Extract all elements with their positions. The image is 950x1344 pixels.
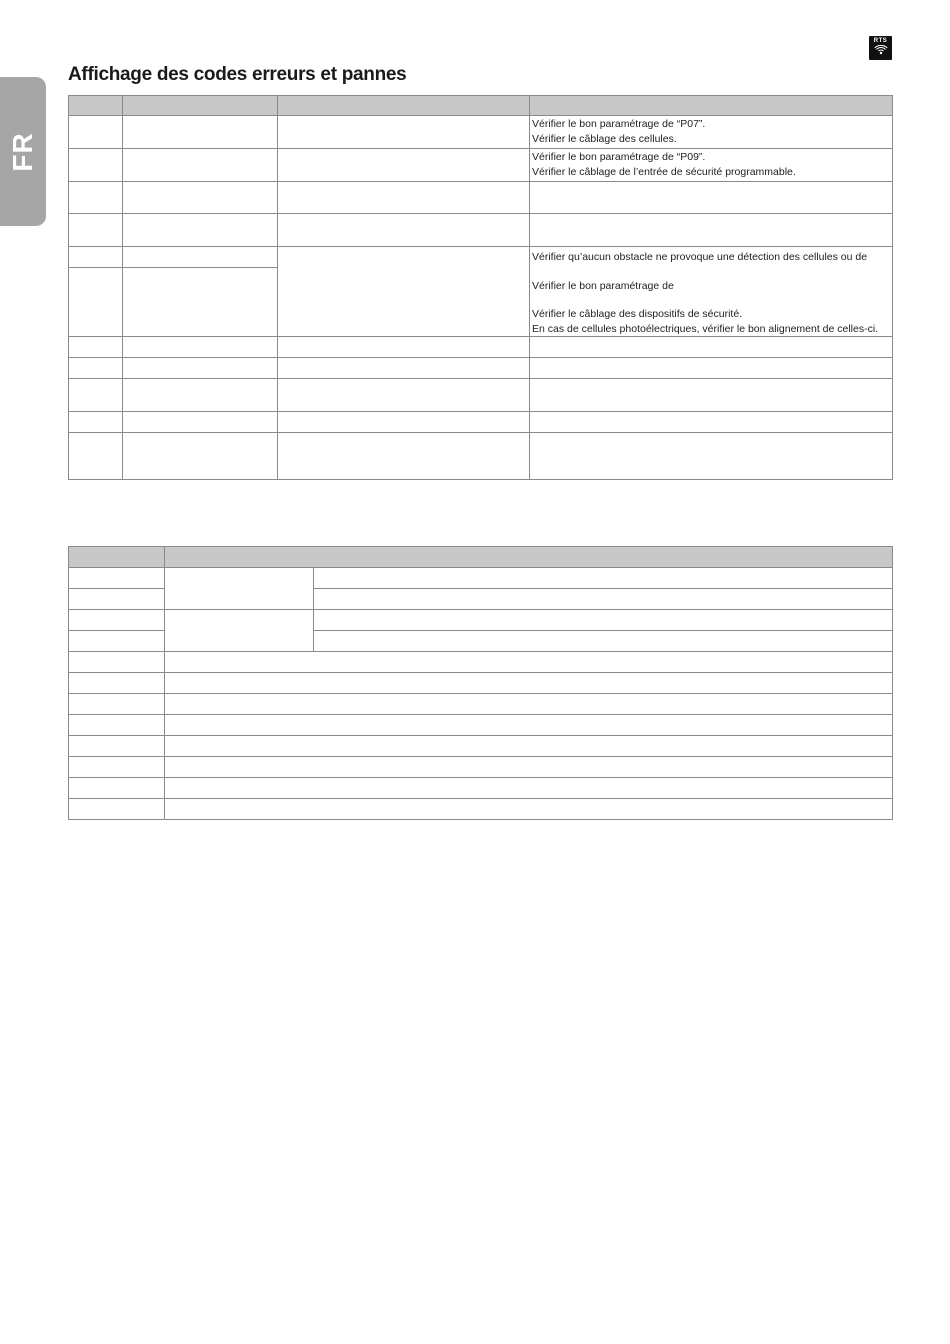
header-cell (69, 547, 165, 568)
radio-waves-icon (874, 45, 888, 55)
remedy-cell (530, 412, 893, 433)
description-cell (314, 631, 893, 652)
table-row (69, 116, 893, 149)
table-row (69, 799, 893, 820)
code-cell (69, 757, 165, 778)
code-cell (69, 799, 165, 820)
cause-cell (278, 182, 530, 214)
cause-cell (278, 379, 530, 412)
code-cell (69, 337, 123, 358)
code-cell (69, 247, 123, 268)
table-row (69, 610, 893, 631)
table-row (69, 715, 893, 736)
description-cell (314, 568, 893, 589)
remedy-line: Vérifier le bon paramétrage de “P07”. (532, 118, 706, 130)
description-cell (165, 736, 893, 757)
table-row (69, 247, 893, 268)
language-tab-label: FR (7, 131, 38, 172)
table-header-row (69, 547, 893, 568)
table-row (69, 673, 893, 694)
remedy-line: Vérifier qu’aucun obstacle ne provoque une détection des cellules ou de (532, 251, 868, 263)
table-row (69, 182, 893, 214)
meaning-cell (123, 182, 278, 214)
cause-cell (278, 149, 530, 182)
header-cell (123, 96, 278, 116)
meaning-cell (123, 379, 278, 412)
table-row (69, 412, 893, 433)
remedy-cell (530, 182, 893, 214)
code-cell (69, 736, 165, 757)
remedy-line: Vérifier le bon paramétrage de “P09”. (532, 151, 706, 163)
error-codes-table (68, 95, 893, 480)
description-cell (165, 757, 893, 778)
remedy-cell (530, 358, 893, 379)
description-cell (165, 799, 893, 820)
meaning-cell (123, 337, 278, 358)
remedy-cell (530, 247, 893, 337)
status-codes-table (68, 546, 893, 820)
rts-logo-text: RTS (873, 38, 888, 44)
code-cell (69, 631, 165, 652)
cause-cell (278, 412, 530, 433)
remedy-line: Vérifier le câblage des cellules. (532, 132, 677, 145)
meaning-cell (123, 433, 278, 480)
header-cell (69, 96, 123, 116)
table-row (69, 757, 893, 778)
meaning-cell (123, 214, 278, 247)
description-cell (314, 589, 893, 610)
table-row (69, 379, 893, 412)
group-cell (165, 568, 314, 610)
code-cell (69, 182, 123, 214)
remedy-line: En cas de cellules photoélectriques, vérifier le bon alignement de celles-ci. (532, 322, 879, 335)
meaning-cell (123, 358, 278, 379)
remedy-cell (530, 214, 893, 247)
table-row (69, 358, 893, 379)
code-cell (69, 694, 165, 715)
code-cell (69, 116, 123, 149)
code-cell (69, 214, 123, 247)
table-row (69, 214, 893, 247)
code-cell (69, 149, 123, 182)
meaning-cell (123, 247, 278, 268)
code-cell (69, 568, 165, 589)
code-cell (69, 358, 123, 379)
table-row (69, 652, 893, 673)
page-title: Affichage des codes erreurs et pannes (68, 64, 407, 85)
meaning-cell (123, 149, 278, 182)
remedy-cell (530, 379, 893, 412)
cause-cell (278, 247, 530, 337)
code-cell (69, 589, 165, 610)
code-cell (69, 715, 165, 736)
cause-cell (278, 433, 530, 480)
description-cell (165, 778, 893, 799)
group-cell (165, 610, 314, 652)
table-row (69, 149, 893, 182)
language-tab-fr (0, 77, 46, 226)
table-row (69, 337, 893, 358)
meaning-cell (123, 412, 278, 433)
code-cell (69, 412, 123, 433)
cause-cell (278, 116, 530, 149)
code-cell (69, 652, 165, 673)
header-cell (530, 96, 893, 116)
header-cell (278, 96, 530, 116)
remedy-cell (530, 337, 893, 358)
table-row (69, 736, 893, 757)
remedy-spacer (532, 265, 890, 279)
rts-logo (869, 36, 892, 60)
description-cell (165, 715, 893, 736)
remedy-cell (530, 433, 893, 480)
remedy-line: Vérifier le bon paramétrage de (532, 279, 674, 292)
remedy-cell (530, 116, 893, 149)
code-cell (69, 268, 123, 337)
remedy-line: Vérifier le câblage de l’entrée de sécurité programmable. (532, 165, 796, 178)
remedy-line: Vérifier le câblage des dispositifs de sécurité. (532, 308, 743, 320)
table-row (69, 568, 893, 589)
description-cell (165, 652, 893, 673)
description-cell (314, 610, 893, 631)
meaning-cell (123, 268, 278, 337)
cause-cell (278, 358, 530, 379)
cause-cell (278, 214, 530, 247)
cause-cell (278, 337, 530, 358)
table-row (69, 694, 893, 715)
table-header-row (69, 96, 893, 116)
table-row (69, 778, 893, 799)
code-cell (69, 433, 123, 480)
meaning-cell (123, 116, 278, 149)
header-cell (165, 547, 893, 568)
description-cell (165, 673, 893, 694)
remedy-spacer (532, 293, 890, 307)
code-cell (69, 379, 123, 412)
table-row (69, 433, 893, 480)
code-cell (69, 673, 165, 694)
remedy-cell (530, 149, 893, 182)
description-cell (165, 694, 893, 715)
code-cell (69, 610, 165, 631)
code-cell (69, 778, 165, 799)
